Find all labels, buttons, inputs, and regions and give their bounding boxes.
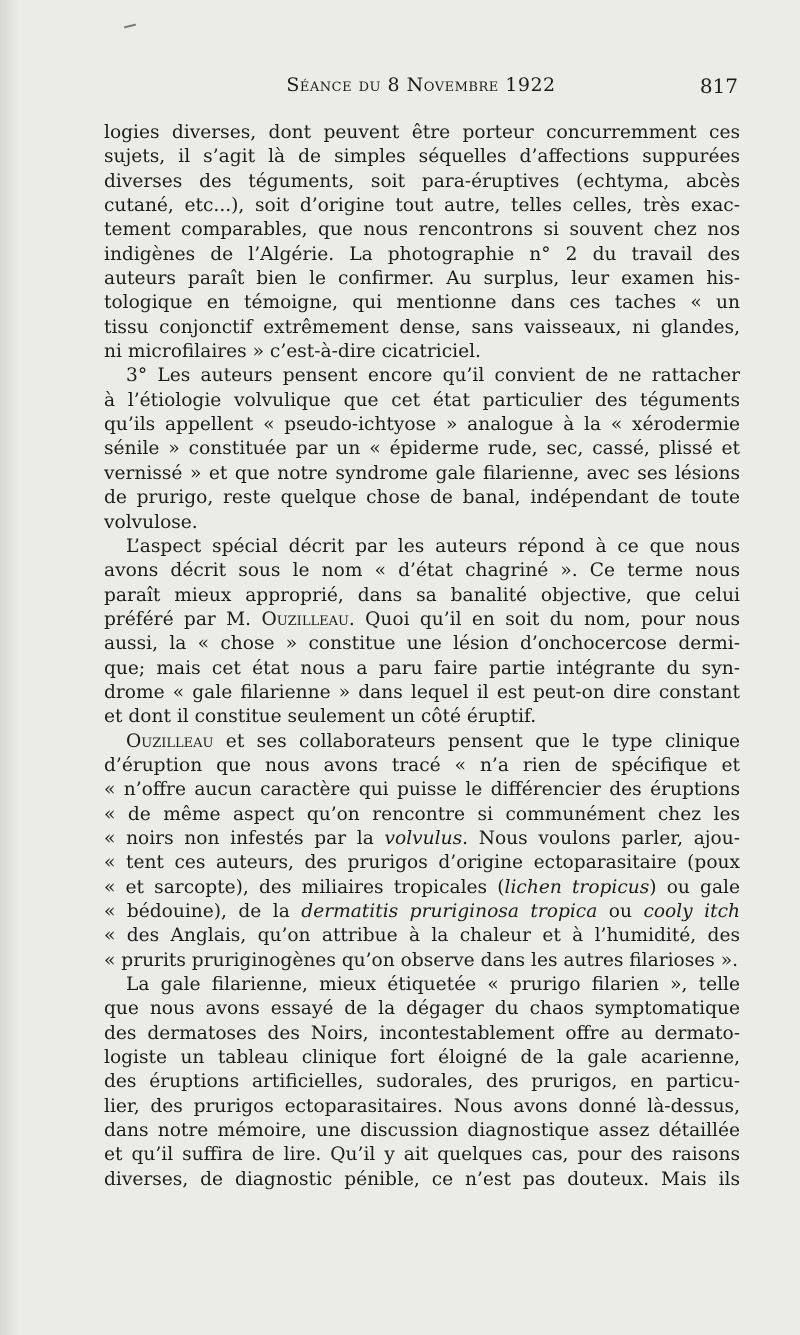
text-line: 3° Les auteurs pensent encore qu’il convient de ne rattacher — [126, 365, 740, 387]
text-line: vernissé » et que notre syndrome gale filarienne, avec ses lésions — [104, 462, 740, 484]
text-line: dans notre mémoire, une discussion diagnostique assez détaillée — [104, 1120, 740, 1142]
text-line: volvulose. — [104, 511, 198, 533]
text-run: . Nous voulons parler, ajou- — [462, 827, 740, 849]
text-run: ou gale — [666, 876, 740, 898]
text-line: à l’étiologie volvulique que cet état particulier des téguments — [104, 389, 740, 411]
text-line: « n’offre aucun caractère qui puisse le différencier des éruptions — [104, 779, 740, 801]
text-line: indigènes de l’Algérie. La photographie n° 2 du travail des — [104, 243, 740, 265]
body-text — [104, 121, 740, 1192]
text-line: diverses, de diagnostic pénible, ce n’est pas douteux. Mais ils — [104, 1168, 740, 1190]
page-number: 817 — [699, 74, 738, 98]
text-run: « et sarcopte), des miliaires tropicales ( — [104, 876, 505, 898]
text-line: « prurits pruriginogènes qu’on observe dans les autres filarioses ». — [104, 949, 739, 971]
text-run: « noirs non infestés par la — [104, 827, 385, 849]
text-line: de prurigo, reste quelque chose de banal, indépendant de toute — [104, 487, 740, 509]
text-line: ni microfilaires » c’est-à-dire cicatriciel. — [104, 341, 481, 363]
text-line: cutané, etc...), soit d’origine tout autre, telles celles, très exac- — [104, 195, 740, 217]
text-line: « tent ces auteurs, des prurigos d’origine ectoparasitaire (poux — [104, 852, 740, 874]
scan-mark — [124, 24, 136, 29]
text-line: tement comparables, que nous rencontrons si souvent chez nos — [104, 219, 740, 241]
italic-term: volvulus — [384, 827, 463, 849]
text-line — [104, 900, 740, 924]
text-line: que nous avons essayé de la dégager du chaos symptomatique — [104, 998, 740, 1020]
text-line: tologique en témoigne, qui mentionne dans ces taches « un — [104, 292, 740, 314]
text-line: logiste un tableau clinique fort éloigné de la gale acarienne, — [104, 1047, 740, 1069]
text-line — [104, 730, 740, 754]
text-line: d’éruption que nous avons tracé « n’a rien de spécifique et — [104, 754, 740, 776]
italic-term: lichen tropicus — [504, 876, 650, 898]
text-line: L’aspect spécial décrit par les auteurs répond à ce que nous — [126, 535, 740, 557]
text-line: drome « gale filarienne » dans lequel il est peut-on dire constant — [104, 681, 740, 703]
text-line: diverses des téguments, soit para-éruptives (echtyma, abcès — [104, 170, 740, 192]
text-line: « des Anglais, qu’on attribue à la chaleur et à l’humidité, des — [104, 925, 740, 947]
text-line: sénile » constituée par un « épiderme rude, sec, cassé, plissé et — [104, 438, 740, 460]
text-line: avons décrit sous le nom « d’état chagriné ». Ce terme nous — [104, 560, 740, 582]
text-line: et dont il constitue seulement un côté éruptif. — [104, 706, 537, 728]
text-line: des éruptions artificielles, sudorales, des prurigos, en particu- — [104, 1071, 740, 1093]
text-line: et qu’il suffira de lire. Qu’il y ait quelques cas, pour des raisons — [104, 1144, 740, 1166]
text-line: aussi, la « chose » constitue une lésion d’onchocercose dermi- — [104, 633, 740, 655]
text-line: « et sarcopte), des miliaires tropicales (lichen tropicus) ou gale — [104, 876, 740, 898]
text-line: « de même aspect qu’on rencontre si communément chez les — [104, 803, 740, 825]
text-run: et ses collaborateurs pensent que le type clinique — [213, 730, 740, 752]
text-line: sujets, il s’agit là de simples séquelles d’affections suppurées — [104, 146, 740, 168]
author-name: Ouzilleau — [126, 730, 214, 752]
text-line: qu’ils appellent « pseudo-ichtyose » analogue à la « xérodermie — [104, 414, 740, 436]
italic-term: dermatitis pruriginosa tropica — [301, 901, 598, 922]
page-edge-shadow — [0, 0, 18, 1335]
text-line — [104, 827, 740, 851]
text-run: préféré par M. — [104, 608, 252, 630]
text-line: auteurs paraît bien le confirmer. Au surplus, leur examen his- — [104, 268, 740, 290]
running-head: Séance du 8 Novembre 1922 — [286, 74, 556, 96]
text-line: des dermatoses des Noirs, incontestablement offre au dermato- — [104, 1022, 740, 1044]
text-line: paraît mieux approprié, dans sa banalité objective, que celui — [104, 584, 740, 606]
italic-term: cooly itch — [643, 901, 740, 922]
text-line — [104, 608, 740, 632]
author-name: Ouzilleau — [261, 608, 349, 630]
text-run: ou — [597, 901, 644, 922]
text-line: que; mais cet état nous a paru faire partie intégrante du syn- — [104, 657, 740, 679]
text-line: logies diverses, dont peuvent être porteur concurremment ces — [104, 122, 740, 143]
text-line: La gale filarienne, mieux étiquetée « prurigo filarien », telle — [126, 974, 740, 996]
text-run: . Quoi qu’il en soit du nom, pour nous — [348, 608, 741, 630]
text-run: « bédouine), de la — [104, 901, 302, 922]
page-header — [104, 74, 738, 102]
text-line: tissu conjonctif extrêmement dense, sans vaisseaux, ni glandes, — [104, 316, 740, 338]
text-line: lier, des prurigos ectoparasitaires. Nous avons donné là-dessus, — [104, 1095, 740, 1117]
